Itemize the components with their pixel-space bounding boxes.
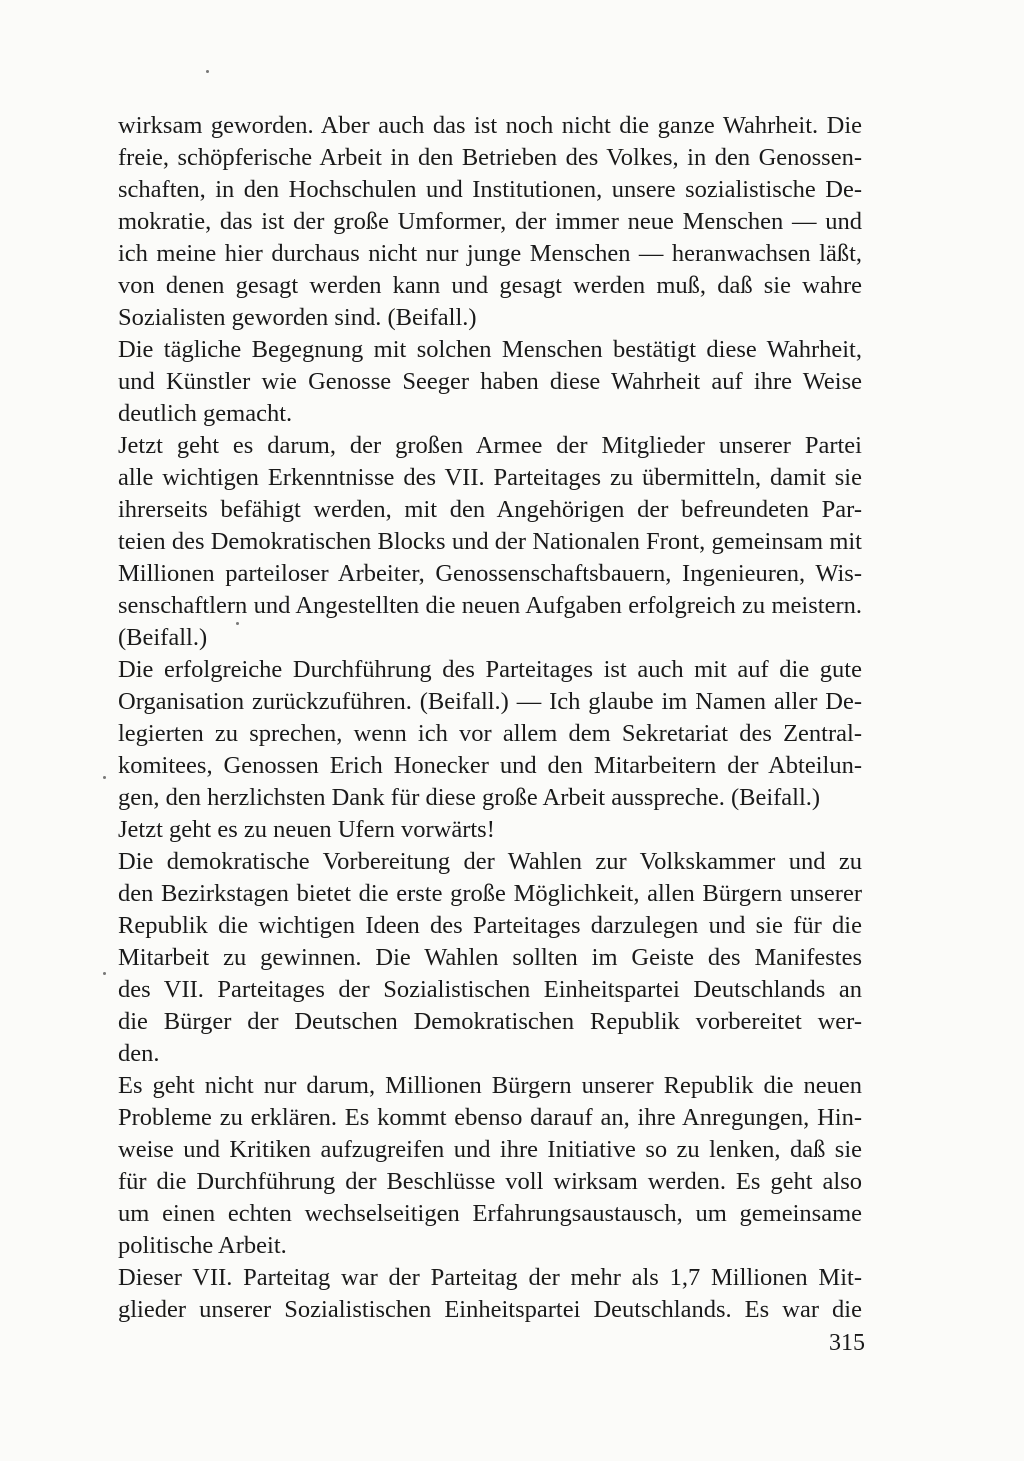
text-line: komitees, Genossen Erich Honecker und den Mitarbeitern der Abteilun- <box>118 752 862 779</box>
text-line: den Bezirkstagen bietet die erste große Möglichkeit, allen Bürgern unserer <box>118 880 862 907</box>
text-line: die Bürger der Deutschen Demokratischen Republik vorbereitet wer- <box>118 1008 862 1035</box>
text-line: Jetzt geht es zu neuen Ufern vorwärts! <box>118 816 495 843</box>
text-line: (Beifall.) <box>118 624 208 651</box>
text-line: Probleme zu erklären. Es kommt ebenso darauf an, ihre Anregungen, Hin- <box>118 1104 862 1131</box>
text-line: Die demokratische Vorbereitung der Wahlen zur Volkskammer und zu <box>118 848 862 875</box>
text-line: alle wichtigen Erkenntnisse des VII. Parteitages zu übermitteln, damit sie <box>118 464 862 491</box>
text-line: Sozialisten geworden sind. (Beifall.) <box>118 304 477 331</box>
text-line: des VII. Parteitages der Sozialistischen Einheitspartei Deutschlands an <box>118 976 862 1003</box>
text-line: von denen gesagt werden kann und gesagt werden muß, daß sie wahre <box>118 272 862 299</box>
text-line: und Künstler wie Genosse Seeger haben diese Wahrheit auf ihre Weise <box>118 368 862 395</box>
text-line: Die erfolgreiche Durchführung des Parteitages ist auch mit auf die gute <box>118 656 862 683</box>
text-line: glieder unserer Sozialistischen Einheitspartei Deutschlands. Es war die <box>118 1296 862 1323</box>
text-line: weise und Kritiken aufzugreifen und ihre Initiative so zu lenken, daß sie <box>118 1136 862 1163</box>
text-line: ihrerseits befähigt werden, mit den Angehörigen der befreundeten Par- <box>118 496 862 523</box>
text-line: Es geht nicht nur darum, Millionen Bürgern unserer Republik die neuen <box>118 1072 862 1099</box>
text-line: Die tägliche Begegnung mit solchen Menschen bestätigt diese Wahrheit, <box>118 336 862 363</box>
text-line: Mitarbeit zu gewinnen. Die Wahlen sollten im Geiste des Manifestes <box>118 944 862 971</box>
text-line: um einen echten wechselseitigen Erfahrungsaustausch, um gemeinsame <box>118 1200 862 1227</box>
text-line: wirksam geworden. Aber auch das ist noch nicht die ganze Wahrheit. Die <box>118 112 862 139</box>
text-line: freie, schöpferische Arbeit in den Betrieben des Volkes, in den Genossen- <box>118 144 862 171</box>
text-line: mokratie, das ist der große Umformer, der immer neue Menschen — und <box>118 208 862 235</box>
text-line: ich meine hier durchaus nicht nur junge Menschen — heranwachsen läßt, <box>118 240 862 267</box>
text-line: schaften, in den Hochschulen und Institutionen, unsere sozialistische De- <box>118 176 862 203</box>
page-number: 315 <box>829 1330 865 1356</box>
text-line: gen, den herzlichsten Dank für diese große Arbeit ausspreche. (Beifall.) <box>118 784 821 811</box>
text-line: Dieser VII. Parteitag war der Parteitag der mehr als 1,7 Millionen Mit- <box>118 1264 862 1291</box>
text-line: teien des Demokratischen Blocks und der Nationalen Front, gemeinsam mit <box>118 528 862 555</box>
text-line: Organisation zurückzuführen. (Beifall.) — Ich glaube im Namen aller De- <box>118 688 862 715</box>
paper-speck <box>103 776 106 779</box>
text-line: deutlich gemacht. <box>118 400 293 427</box>
text-line: Republik die wichtigen Ideen des Parteitages darzulegen und sie für die <box>118 912 862 939</box>
text-line: senschaftlern und Angestellten die neuen Aufgaben erfolgreich zu meistern. <box>118 592 862 619</box>
paper-speck <box>103 972 106 975</box>
text-line: den. <box>118 1040 160 1067</box>
text-line: für die Durchführung der Beschlüsse voll wirksam werden. Es geht also <box>118 1168 862 1195</box>
text-line: Millionen parteiloser Arbeiter, Genossenschaftsbauern, Ingenieuren, Wis- <box>118 560 862 587</box>
text-line: legierten zu sprechen, wenn ich vor allem dem Sekretariat des Zentral- <box>118 720 862 747</box>
text-line: politische Arbeit. <box>118 1232 287 1259</box>
paper-speck <box>206 70 209 73</box>
text-line: Jetzt geht es darum, der großen Armee der Mitglieder unserer Partei <box>118 432 862 459</box>
